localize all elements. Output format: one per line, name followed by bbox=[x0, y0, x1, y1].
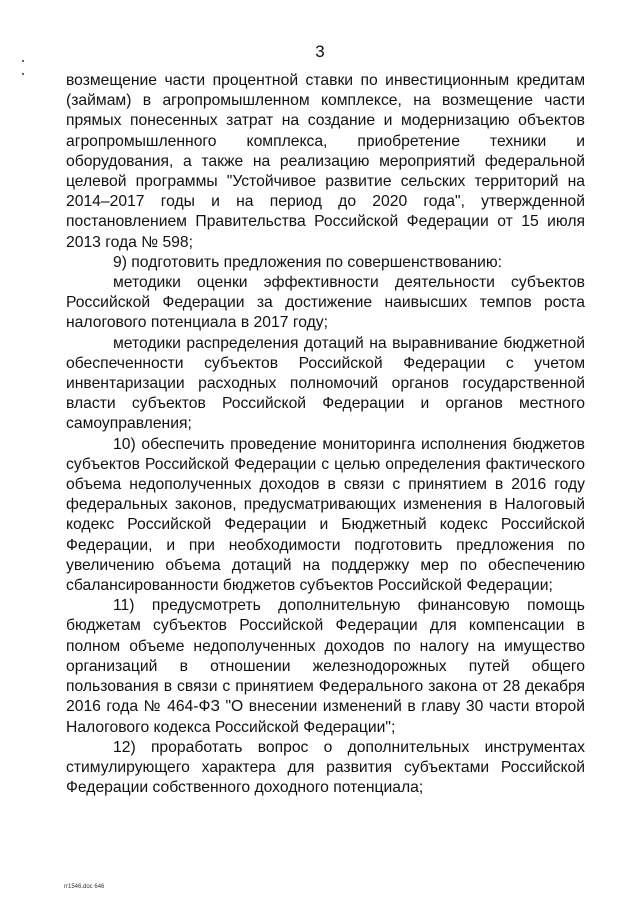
paragraph-item-12: 12) проработать вопрос о дополнительных инструментах стимулирующего характера для развития субъектами Российской Федерации собственного доходного потенциала; bbox=[66, 738, 585, 797]
scan-mark bbox=[22, 73, 24, 75]
page-number: 3 bbox=[315, 42, 325, 61]
footer-file-reference: rr1546.doc 646 bbox=[64, 884, 105, 890]
paragraph-continuation: возмещение части процентной ставки по инвестиционным кредитам (займам) в агропромышленном комплексе, на возмещение части прямых понесенных затрат на создание и модернизацию объектов агропромышленного комплекса, приобретение техники и оборудования, а также на реализацию мероприятий федеральной целевой программы "Устойчивое развитие сельских территорий на 2014–2017 годы и на период до 2020 года", утвержденной постановлением Правительства Российской Федерации от 15 июля 2013 года № 598; bbox=[66, 72, 585, 251]
paragraph-item-10: 10) обеспечить проведение мониторинга исполнения бюджетов субъектов Российской Федерации с целью определения фактического объема недополученных доходов в связи с принятием в 2016 году федеральных законов, предусматривающих изменения в Налоговый кодекс Российской Федерации и Бюджетный кодекс Российской Федерации, и при необходимости подготовить предложения по увеличению объема дотаций на поддержку мер по обеспечению сбалансированности бюджетов субъектов Российской Федерации; bbox=[66, 435, 585, 595]
paragraph-item-9: 9) подготовить предложения по совершенствованию: bbox=[113, 253, 503, 271]
document-body bbox=[66, 71, 585, 798]
paragraph-methodology-distribution: методики распределения дотаций на выравнивание бюджетной обеспеченности субъектов Российской Федерации с учетом инвентаризации расходных полномочий органов государственной власти субъектов Российской Федерации и органов местного самоуправления; bbox=[66, 334, 585, 433]
paragraph-methodology-efficiency: методики оценки эффективности деятельности субъектов Российской Федерации за достижение наивысших темпов роста налогового потенциала в 2017 году; bbox=[66, 274, 585, 332]
paragraph-item-11: 11) предусмотреть дополнительную финансовую помощь бюджетам субъектов Российской Федерации для компенсации в полном объеме недополученных доходов по налогу на имущество организаций в отношении железнодорожных путей общего пользования в связи с принятием Федерального закона от 28 декабря 2016 года № 464-ФЗ "О внесении изменений в главу 30 части второй Налогового кодекса Российской Федерации"; bbox=[66, 597, 585, 736]
